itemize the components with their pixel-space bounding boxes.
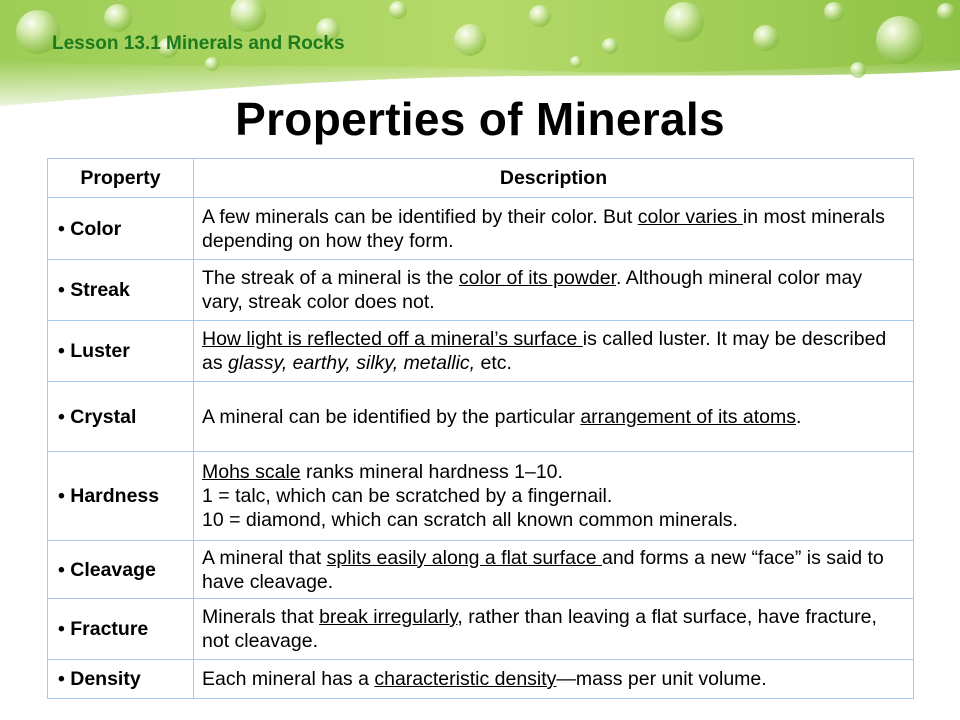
underlined-term: arrangement of its atoms <box>580 405 796 428</box>
table-row <box>48 198 914 260</box>
description-cell <box>194 599 914 660</box>
underlined-term: characteristic density <box>374 668 557 690</box>
italic-text: glassy, earthy, silky, metallic, <box>228 352 476 374</box>
description-text: and forms a new “face” is said to have cleavage. <box>202 546 884 593</box>
property-cell: • Crystal <box>48 382 194 452</box>
column-header-description: Description <box>194 159 914 198</box>
description-text: Each mineral has a <box>202 668 375 690</box>
table-row <box>48 452 914 541</box>
description-text: , rather than leaving a flat surface, have fracture, not cleavage. <box>202 606 877 652</box>
property-cell: • Color <box>48 198 194 260</box>
description-cell <box>194 260 914 321</box>
table-row <box>48 260 914 321</box>
property-cell: • Streak <box>48 260 194 321</box>
underlined-term: splits easily along a flat surface <box>326 546 602 569</box>
page-title: Properties of Minerals <box>235 93 725 145</box>
description-cell <box>194 452 914 541</box>
description-cell <box>194 660 914 699</box>
table-row <box>48 321 914 382</box>
description-cell <box>194 198 914 260</box>
property-cell: • Hardness <box>48 452 194 541</box>
description-text: . Although mineral color may vary, streak color does not. <box>202 267 863 313</box>
description-cell <box>194 321 914 382</box>
description-text: ranks mineral hardness 1–10. <box>300 461 563 483</box>
description-text: The streak of a mineral is the <box>202 267 459 289</box>
description-text: A mineral that <box>202 546 327 569</box>
description-text: —mass per unit volume. <box>556 668 767 690</box>
description-cell <box>194 382 914 452</box>
property-cell: • Luster <box>48 321 194 382</box>
column-header-property: Property <box>48 159 194 198</box>
table-row <box>48 382 914 452</box>
lesson-label: Lesson 13.1 Minerals and Rocks <box>52 33 345 54</box>
description-text: 10 = diamond, which can scratch all known common minerals. <box>202 509 738 531</box>
description-text: A mineral can be identified by the particular <box>202 405 581 428</box>
description-text: in most minerals depending on how they form. <box>202 205 885 252</box>
description-cell <box>194 541 914 599</box>
table-header-row <box>48 159 914 198</box>
underlined-term: How light is reflected off a mineral’s surface <box>202 328 583 350</box>
property-cell: • Cleavage <box>48 541 194 599</box>
description-text: etc. <box>475 352 512 374</box>
description-text: . <box>796 405 802 428</box>
underlined-term: color of its powder <box>458 267 617 289</box>
underlined-term: Mohs scale <box>202 461 301 483</box>
table-row <box>48 599 914 660</box>
description-text: 1 = talc, which can be scratched by a fingernail. <box>202 485 613 507</box>
property-cell: • Density <box>48 660 194 699</box>
description-text: A few minerals can be identified by their color. But <box>202 205 638 228</box>
table-row <box>48 660 914 699</box>
table-row <box>48 541 914 599</box>
underlined-term: break irregularly <box>319 606 458 628</box>
property-cell: • Fracture <box>48 599 194 660</box>
description-text: is called luster. It may be described as <box>202 328 887 374</box>
description-text: Minerals that <box>202 606 320 628</box>
properties-table <box>47 158 914 699</box>
underlined-term: color varies <box>637 205 743 228</box>
